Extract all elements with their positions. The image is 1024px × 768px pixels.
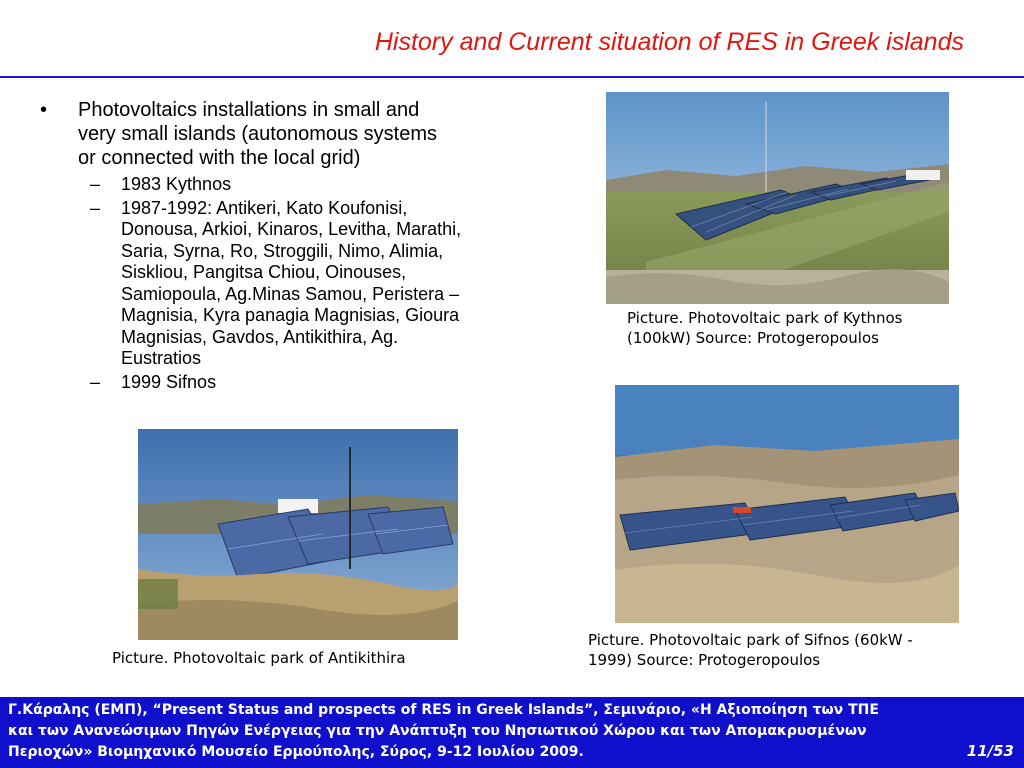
caption-line: Picture. Photovoltaic park of Antikithira (112, 649, 406, 667)
bullet-marker: • (40, 99, 48, 121)
sub-bullet-line: Donousa, Arkioi, Kinaros, Levitha, Marathi, (121, 219, 462, 239)
sub-bullet-list (34, 174, 574, 393)
sub-bullet-line: Samiopoula, Ag.Minas Samou, Peristera – (121, 283, 460, 304)
sub-bullet-line: Magnisias, Gavdos, Antikithira, Ag. (121, 326, 399, 347)
sub-bullet-marker: – (90, 371, 101, 392)
sub-bullet-line: 1983 Kythnos (121, 174, 232, 194)
bullet-item (34, 98, 574, 170)
sifnos-caption (588, 630, 913, 670)
bullet-line: or connected with the local grid) (78, 147, 361, 169)
page-number: 11/53 (966, 742, 1014, 760)
bullet-list (34, 98, 574, 395)
sifnos-photo (615, 385, 959, 623)
bullet-line: Photovoltaics installations in small and (78, 99, 420, 121)
footer-bar (0, 697, 1024, 768)
sub-bullet-marker: – (90, 197, 101, 218)
footer-line: Γ.Κάραλης (ΕΜΠ), “Present Status and prospects of RES in Greek Islands”, Σεμινάριο, «Η Αξιοποίηση των ΤΠΕ (8, 702, 879, 718)
sub-bullet-line: 1999 Sifnos (121, 371, 217, 392)
sub-bullet-line: Magnisia, Kyra panagia Magnisias, Gioura (121, 305, 460, 325)
title-divider (0, 76, 1024, 78)
sub-bullet-line: Siskliou, Pangitsa Chiou, Oinouses, (121, 262, 407, 282)
slide-title: History and Current situation of RES in Greek islands (374, 28, 964, 56)
caption-line: Picture. Photovoltaic park of Sifnos (60kW - (588, 631, 913, 649)
sub-bullet-marker: – (90, 174, 101, 194)
sub-bullet-line: Eustratios (121, 348, 202, 368)
bullet-line: very small islands (autonomous systems (78, 123, 438, 145)
footer-line: Περιοχών» Βιομηχανικό Μουσείο Ερμούπολης, Σύρος, 9-12 Ιουλίου 2009. (8, 744, 584, 760)
sub-bullet-item (34, 372, 574, 394)
sub-bullet-item (34, 198, 574, 370)
sub-bullet-item (34, 174, 574, 196)
footer-line: και των Ανανεώσιμων Πηγών Ενέργειας για την Ανάπτυξη του Νησιωτικού Χώρου και των Απομακρυσμένων (8, 723, 867, 739)
sub-bullet-line: Saria, Syrna, Ro, Stroggili, Nimo, Alimia, (121, 240, 444, 261)
caption-line: Picture. Photovoltaic park of Kythnos (627, 309, 903, 327)
caption-line: (100kW) Source: Protogeropoulos (627, 329, 879, 347)
kythnos-caption (627, 308, 902, 348)
sub-bullet-line: 1987-1992: Antikeri, Kato Koufonisi, (121, 197, 408, 218)
antikithira-photo (138, 429, 458, 640)
caption-line: 1999) Source: Protogeropoulos (588, 651, 821, 669)
kythnos-photo (606, 92, 949, 304)
antikithira-caption (112, 648, 406, 668)
